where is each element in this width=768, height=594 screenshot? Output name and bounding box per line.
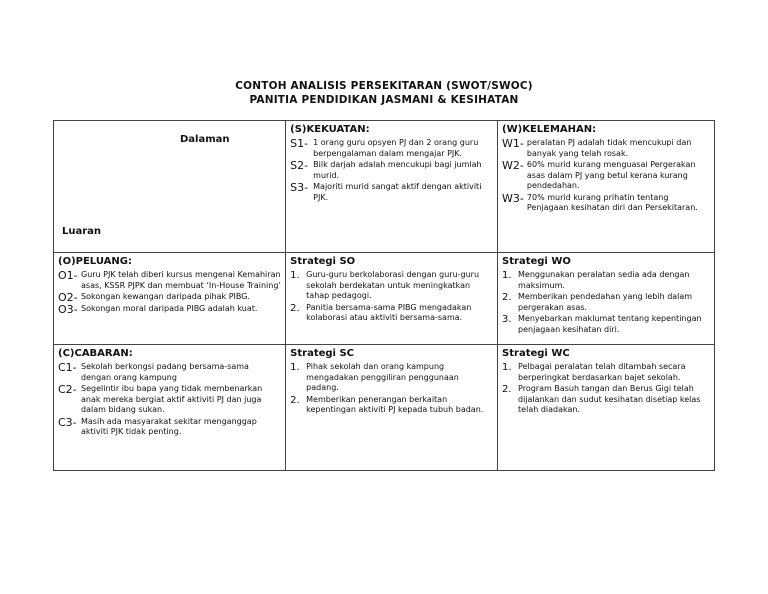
item-number: 2.	[290, 394, 300, 406]
item-text: Pihak sekolah dan orang kampung mengadakan penggiliran penggunaan padang.	[306, 362, 459, 392]
weakness-item	[502, 138, 710, 159]
strengths-heading: (S)KEKUATAN:	[290, 124, 370, 135]
item-text: Panitia bersama-sama PIBG mengadakan kolaborasi atau aktiviti bersama-sama.	[306, 302, 472, 322]
weakness-item	[502, 160, 710, 192]
document-subtitle: PANITIA PENDIDIKAN JASMANI & KESIHATAN	[249, 94, 519, 106]
strategy-item	[290, 395, 493, 416]
item-number: 1.	[502, 362, 512, 373]
challenge-item	[58, 384, 281, 416]
item-number: 2.	[502, 384, 512, 395]
item-text: Memberikan penerangan berkaitan kepentingan aktiviti PJ kepada tubuh badan.	[306, 394, 484, 414]
item-code: W2-	[502, 159, 524, 172]
strategy-so-heading: Strategi SO	[290, 256, 356, 267]
item-number: 1.	[290, 270, 300, 281]
strategy-item	[502, 362, 710, 383]
strategy-item	[290, 303, 493, 324]
item-text: 60% murid kurang menguasai Pergerakan asas dalam PJ yang betul kerana kurang pendedahan.	[526, 160, 696, 190]
strategy-item	[502, 292, 710, 313]
strategy-item	[502, 270, 710, 291]
item-text: Sekolah berkongsi padang bersama-sama dengan orang kampung	[81, 362, 249, 382]
weakness-item	[502, 193, 710, 214]
item-text: Guru PJK telah diberi kursus mengenai Kemahiran asas, KSSR PJPK dan membuat ‘In-House Training’	[81, 270, 281, 290]
opportunities-heading: (O)PELUANG:	[58, 256, 132, 267]
item-code: W3-	[502, 191, 524, 205]
item-text: Sokongan moral daripada PIBG adalah kuat.	[81, 304, 258, 313]
challenges-heading: (C)CABARAN:	[58, 348, 133, 359]
weaknesses-cell	[498, 121, 715, 253]
challenge-item	[58, 362, 281, 383]
item-number: 1.	[290, 362, 300, 373]
item-text: Pelbagai peralatan telah ditambah secara berperingkat berdasarkan bajet sekolah.	[518, 362, 686, 382]
strategy-sc-heading: Strategi SC	[290, 348, 354, 359]
strategy-wo-heading: Strategi WO	[502, 256, 571, 267]
item-text: 1 orang guru opsyen PJ dan 2 orang guru berpengalaman dalam mengajar PJK.	[313, 138, 479, 158]
strategy-wc-cell	[498, 345, 715, 471]
item-text: Majoriti murid sangat aktif dengan aktiviti PJK.	[313, 182, 482, 202]
strength-item	[290, 182, 493, 203]
item-code: S1-	[290, 137, 309, 150]
opportunity-item	[58, 304, 281, 315]
challenge-item	[58, 417, 281, 438]
document-title-block	[0, 79, 768, 107]
swot-table	[53, 120, 715, 471]
item-text: peralatan PJ adalah tidak mencukupi dan banyak yang telah rosak.	[526, 138, 692, 158]
item-code: O1-	[58, 269, 78, 282]
item-text: Memberikan pendedahan yang lebih dalam pergerakan asas.	[518, 292, 693, 312]
strategy-wc-heading: Strategi WC	[502, 348, 570, 359]
item-code: S2-	[290, 159, 309, 172]
strengths-cell	[286, 121, 498, 253]
strategy-wo-cell	[498, 253, 715, 345]
item-number: 1.	[502, 270, 512, 281]
item-text: Sokongan kewangan daripada pihak PIBG.	[81, 292, 250, 301]
luaran-label: Luaran	[62, 226, 102, 237]
challenges-cell	[54, 345, 286, 471]
item-text: Masih ada masyarakat sekitar menganggap aktiviti PJK tidak penting.	[81, 416, 257, 436]
strategy-item	[290, 270, 493, 302]
item-code: O3-	[58, 303, 78, 316]
strategy-item	[502, 314, 710, 335]
item-text: Guru-guru berkolaborasi dengan guru-guru sekolah berdekatan untuk meningkatkan tahap pedagogi.	[306, 270, 480, 300]
header-corner-cell	[54, 121, 286, 253]
opportunities-cell	[54, 253, 286, 345]
item-text: Program Basuh tangan dan Berus Gigi telah dijalankan dan sudut kesihatan disetiap kelas telah diadakan.	[518, 384, 701, 414]
item-number: 2.	[502, 292, 512, 303]
item-number: 3.	[502, 314, 512, 325]
item-text: Menyebarkan maklumat tentang kepentingan penjagaan kesihatan diri.	[518, 314, 702, 334]
item-number: 2.	[290, 302, 300, 314]
item-code: S3-	[290, 181, 309, 194]
item-code: C2-	[58, 383, 77, 396]
item-text: Bilk darjah adalah mencukupi bagi jumlah murid.	[313, 160, 482, 180]
item-text: Menggunakan peralatan sedia ada dengan maksimum.	[518, 270, 690, 290]
document-title: CONTOH ANALISIS PERSEKITARAN (SWOT/SWOC)	[235, 80, 533, 92]
item-text: Segelintir ibu bapa yang tidak membenarkan anak mereka bergiat aktif aktiviti PJ dan juga dalam bidang sukan.	[81, 384, 263, 414]
opportunity-item	[58, 292, 281, 303]
item-code: W1-	[502, 137, 524, 150]
strategy-item	[502, 384, 710, 416]
opportunity-item	[58, 270, 281, 291]
strength-item	[290, 138, 493, 159]
strength-item	[290, 160, 493, 181]
dalaman-label: Dalaman	[180, 134, 230, 145]
item-code: C1-	[58, 361, 77, 374]
strategy-so-cell	[286, 253, 498, 345]
item-code: C3-	[58, 415, 77, 429]
strategy-item	[290, 362, 493, 394]
weaknesses-heading: (W)KELEMAHAN:	[502, 124, 597, 135]
strategy-sc-cell	[286, 345, 498, 471]
item-code: O2-	[58, 291, 78, 304]
item-text: 70% murid kurang prihatin tentang Penjagaan kesihatan diri dan Persekitaran.	[526, 192, 698, 212]
